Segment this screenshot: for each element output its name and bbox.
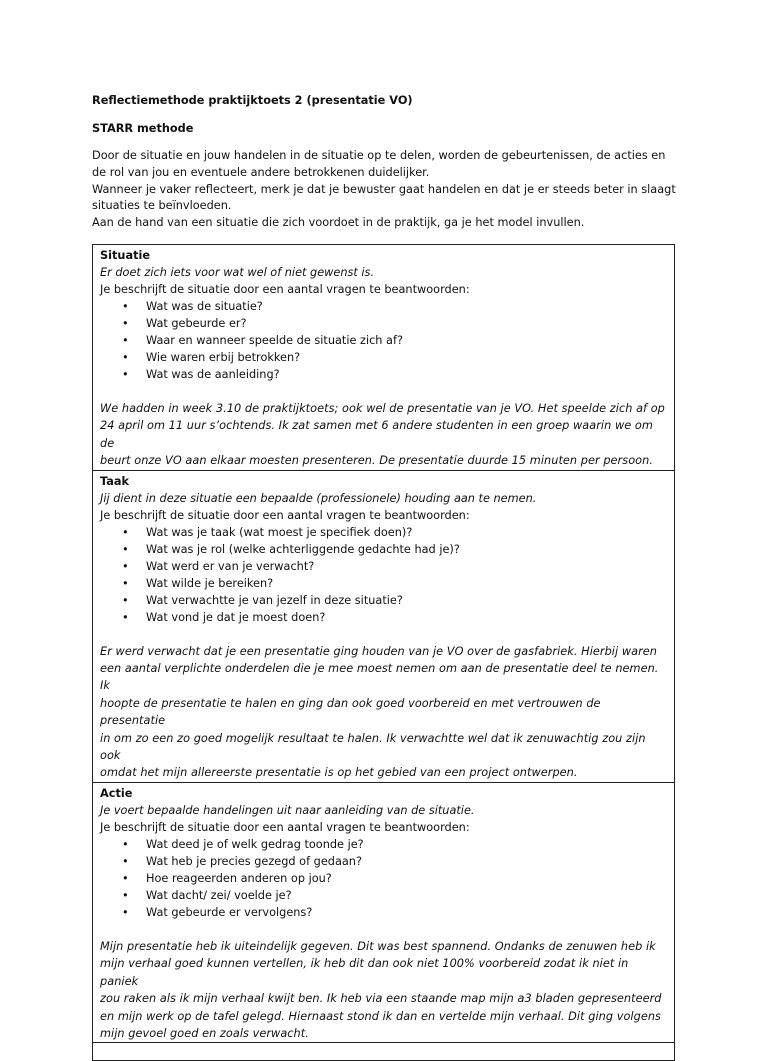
- section-title: Taak: [100, 474, 130, 488]
- starr-table: [92, 244, 675, 1061]
- section-prompt: Er doet zich iets voor wat wel of niet gewenst is.: [100, 266, 375, 279]
- question-item: [100, 315, 668, 332]
- bullet-icon: •: [122, 837, 129, 851]
- question-text: Wat was de situatie?: [146, 300, 263, 313]
- question-text: Wat gebeurde er?: [146, 317, 247, 330]
- question-item: [100, 870, 668, 887]
- answer-line: hoopte de presentatie te halen en ging dan ook goed voorbereid en met vertrouwen de presentatie: [100, 696, 601, 728]
- bullet-icon: •: [122, 576, 129, 590]
- section-answer: [100, 938, 668, 1042]
- answer-line: mijn gevoel goed en zoals verwacht.: [100, 1026, 309, 1040]
- question-item: [100, 887, 668, 904]
- empty-row: [93, 1043, 675, 1061]
- section-answer: [100, 400, 668, 470]
- section-title: Situatie: [100, 249, 151, 262]
- document-page: [92, 92, 677, 232]
- answer-line: 24 april om 11 uur s’ochtends. Ik zat samen met 6 andere studenten in een groep waarin we om de: [100, 419, 653, 450]
- answer-line: mijn verhaal goed kunnen vertellen, ik heb dit dan ook niet 100% voorbereid zodat ik niet in paniek: [100, 957, 629, 988]
- bullet-icon: •: [122, 368, 129, 381]
- question-item: [100, 836, 668, 853]
- bullet-icon: •: [122, 542, 129, 556]
- bullet-icon: •: [122, 854, 129, 868]
- intro-line: de rol van jou en eventuele andere betrokkenen duidelijker.: [92, 165, 430, 179]
- bullet-icon: •: [122, 351, 129, 364]
- question-item: [100, 558, 668, 575]
- intro-line: Door de situatie en jouw handelen in de situatie op te delen, worden de gebeurtenissen, de acties en: [92, 149, 666, 162]
- bullet-icon: •: [122, 905, 129, 919]
- method-heading: STARR methode: [92, 122, 194, 135]
- empty-cell: [93, 1043, 675, 1061]
- question-text: Wat werd er van je verwacht?: [146, 559, 315, 573]
- answer-line: beurt onze VO aan elkaar moesten presenteren. De presentatie duurde 15 minuten per persoon.: [100, 454, 653, 468]
- question-text: Wat dacht/ zei/ voelde je?: [146, 888, 292, 902]
- question-list: [100, 298, 668, 383]
- section-taak-cell: [93, 470, 675, 782]
- question-list: [100, 524, 668, 626]
- document-title: Reflectiemethode praktijktoets 2 (presentatie VO): [92, 94, 413, 107]
- intro-line: situaties te beïnvloeden.: [92, 199, 232, 213]
- question-text: Wat gebeurde er vervolgens?: [146, 905, 313, 919]
- question-text: Wat heb je precies gezegd of gedaan?: [146, 854, 362, 868]
- question-text: Wat wilde je bereiken?: [146, 576, 274, 590]
- bullet-icon: •: [122, 525, 129, 539]
- question-item: [100, 332, 668, 349]
- question-text: Wat was je rol (welke achterliggende gedachte had je)?: [146, 542, 460, 556]
- question-text: Waar en wanneer speelde de situatie zich af?: [146, 334, 403, 347]
- question-item: [100, 524, 668, 541]
- question-list: [100, 836, 668, 921]
- answer-line: Mijn presentatie heb ik uiteindelijk gegeven. Dit was best spannend. Ondanks de zenuwen heb ik: [100, 939, 656, 953]
- answer-line: in om zo een zo goed mogelijk resultaat te halen. Ik verwachtte wel dat ik zenuwachtig zou zijn ook: [100, 731, 646, 763]
- question-item: [100, 366, 668, 383]
- question-text: Wat verwachtte je van jezelf in deze situatie?: [146, 593, 403, 607]
- question-text: Wat was je taak (wat moest je specifiek doen)?: [146, 525, 413, 539]
- bullet-icon: •: [122, 317, 129, 330]
- question-item: [100, 904, 668, 921]
- section-instruction: Je beschrijft de situatie door een aantal vragen te beantwoorden:: [100, 283, 470, 296]
- bullet-icon: •: [122, 593, 129, 607]
- question-text: Wie waren erbij betrokken?: [146, 351, 301, 364]
- section-actie-cell: [93, 782, 675, 1042]
- question-item: [100, 541, 668, 558]
- bullet-icon: •: [122, 871, 129, 885]
- section-instruction: Je beschrijft de situatie door een aantal vragen te beantwoorden:: [100, 508, 470, 522]
- question-text: Hoe reageerden anderen op jou?: [146, 871, 332, 885]
- question-item: [100, 592, 668, 609]
- section-situatie-row: [93, 245, 675, 471]
- bullet-icon: •: [122, 888, 129, 902]
- intro-line: Aan de hand van een situatie die zich voordoet in de praktijk, ga je het model invullen.: [92, 216, 585, 230]
- question-text: Wat vond je dat je moest doen?: [146, 610, 326, 624]
- answer-line: We hadden in week 3.10 de praktijktoets; ook wel de presentatie van je VO. Het speelde zich af op: [100, 402, 665, 415]
- section-taak-row: [93, 470, 675, 782]
- answer-line: Er werd verwacht dat je een presentatie ging houden van je VO over de gasfabriek. Hierbij waren: [100, 644, 657, 658]
- question-item: [100, 609, 668, 626]
- question-text: Wat deed je of welk gedrag toonde je?: [146, 837, 364, 851]
- intro-line: Wanneer je vaker reflecteert, merk je dat je bewuster gaat handelen en dat je er steeds beter in slaagt: [92, 182, 676, 196]
- answer-line: zou raken als ik mijn verhaal kwijt ben. Ik heb via een staande map mijn a3 bladen gepresenteerd: [100, 992, 662, 1006]
- section-situatie-cell: [93, 245, 675, 471]
- section-actie-row: [93, 782, 675, 1042]
- question-item: [100, 853, 668, 870]
- section-instruction: Je beschrijft de situatie door een aantal vragen te beantwoorden:: [100, 820, 470, 834]
- question-item: [100, 575, 668, 592]
- intro-paragraph: [92, 148, 677, 232]
- section-prompt: Jij dient in deze situatie een bepaalde (professionele) houding aan te nemen.: [100, 491, 537, 505]
- answer-line: en mijn werk op de tafel gelegd. Hiernaast stond ik dan en vertelde mijn verhaal. Dit ging volgens: [100, 1009, 661, 1023]
- bullet-icon: •: [122, 300, 129, 313]
- section-answer: [100, 643, 668, 782]
- question-text: Wat was de aanleiding?: [146, 368, 280, 381]
- section-prompt: Je voert bepaalde handelingen uit naar aanleiding van de situatie.: [100, 803, 475, 817]
- question-item: [100, 298, 668, 315]
- question-item: [100, 349, 668, 366]
- answer-line: omdat het mijn allereerste presentatie is op het gebied van een project ontwerpen.: [100, 766, 578, 780]
- bullet-icon: •: [122, 610, 129, 624]
- bullet-icon: •: [122, 559, 129, 573]
- answer-line: een aantal verplichte onderdelen die je mee moest nemen om aan de presentatie deel te nemen. Ik: [100, 662, 659, 693]
- bullet-icon: •: [122, 334, 129, 347]
- section-title: Actie: [100, 786, 133, 800]
